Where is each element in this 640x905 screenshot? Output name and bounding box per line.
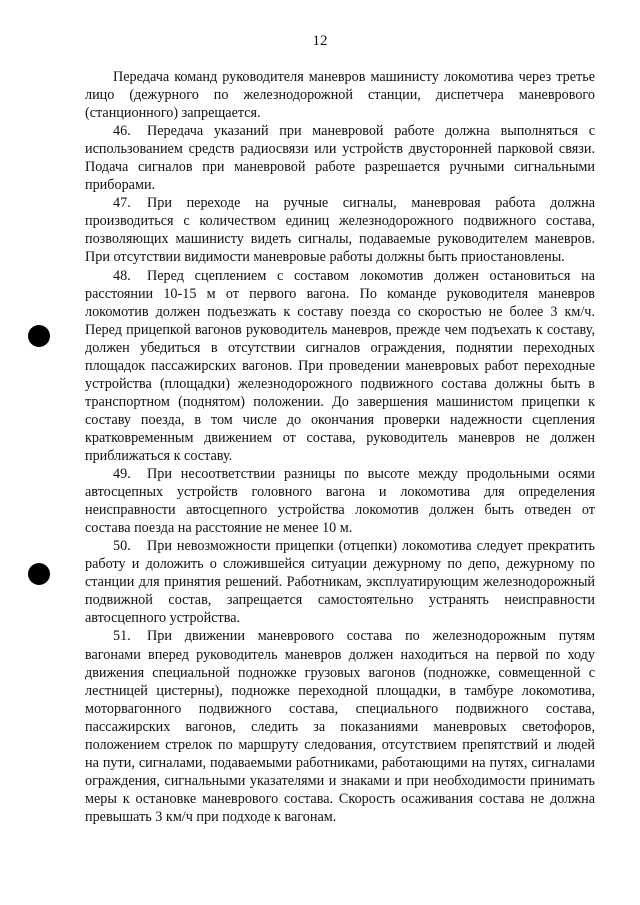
paragraph-49 [85,465,595,537]
paragraph-47 [85,194,595,266]
paragraph-number: 46. [113,123,131,140]
paragraph-text: При движении маневрового состава по железнодорожным путям вагонами вперед руководитель маневров должен находиться на первой по ходу движения специальной подножке грузовых вагонов (подножке, совмещенной с лестницей цистерны), подножке переходной площадки, в тамбуре локомотива, моторвагонного подвижного состава, специального подвижного состава, пассажирских вагонов, следить за показаниями маневровых светофоров, положением стрелок по маршруту следования, отсутствием препятствий и людей на пути, сигналами, подаваемыми работниками, работающими на путях, сигналами ограждения, сигнальными указателями и знаками и при необходимости принимать меры к остановке маневрового состава. Скорость осаживания состава не должна превышать 3 км/ч при подходе к вагонам. [85,628,595,825]
paragraph-number: 49. [113,466,131,483]
paragraph-text: Передача указаний при маневровой работе должна выполняться с использованием средств радиосвязи или устройств двусторонней парковой связи. Подача сигналов при маневровой работе разрешается ручными сигнальными приборами. [85,123,595,194]
paragraph-text: Передача команд руководителя маневров машинисту локомотива через третье лицо (дежурного по железнодорожной станции, диспетчера маневрового (станционного) запрещается. [85,69,595,122]
punch-hole-icon [28,325,50,347]
paragraph-number: 50. [113,538,131,555]
punch-hole-icon [28,563,50,585]
paragraph-text: Перед сцеплением с составом локомотив должен остановиться на расстоянии 10-15 м от первого вагона. По команде руководителя маневров локомотив должен подъезжать к составу поезда со скоростью не более 3 км/ч. Перед прицепкой вагонов руководитель маневров, прежде чем подъехать к составу, должен убедиться в отсутствии сигналов ограждения, поднятии переходных площадок пассажирских вагонов. При проведении маневровых работ переходные устройства (площадки) железнодорожного подвижного состава должны быть в транспортном (поднятом) положении. До завершения машинистом прицепки к составу поезда, в том числе до окончания проверки надежности сцепления кратковременным движением от состава, руководитель маневров не должен приближаться к составу. [85,267,595,464]
paragraph-46 [85,122,595,194]
paragraph-number: 47. [113,195,131,212]
paragraph-intro [85,68,595,122]
paragraph-number: 51. [113,628,131,645]
page-number: 12 [312,33,328,49]
paragraph-50 [85,537,595,627]
paragraph-number: 48. [113,267,131,284]
document-body [85,68,595,826]
paragraph-48 [85,267,595,466]
paragraph-text: При невозможности прицепки (отцепки) локомотива следует прекратить работу и доложить о сложившейся ситуации дежурному по депо, дежурному по станции для принятия решений. Работникам, эксплуатирующим железнодорожный подвижной состав, запрещается самостоятельно устранять неисправности автосцепного устройства. [85,538,595,627]
paragraph-51 [85,627,595,826]
paragraph-text: При переходе на ручные сигналы, маневровая работа должна производиться с количеством единиц железнодорожного подвижного состава, позволяющих машинисту видеть сигналы, подаваемые руководителем маневров. При отсутствии видимости маневровые работы должны быть приостановлены. [85,195,595,266]
paragraph-text: При несоответствии разницы по высоте между продольными осями автосцепных устройств головного вагона и локомотива для определения неисправности автосцепного устройства локомотив должен быть отведен от состава поезда на расстояние не менее 10 м. [85,466,595,537]
